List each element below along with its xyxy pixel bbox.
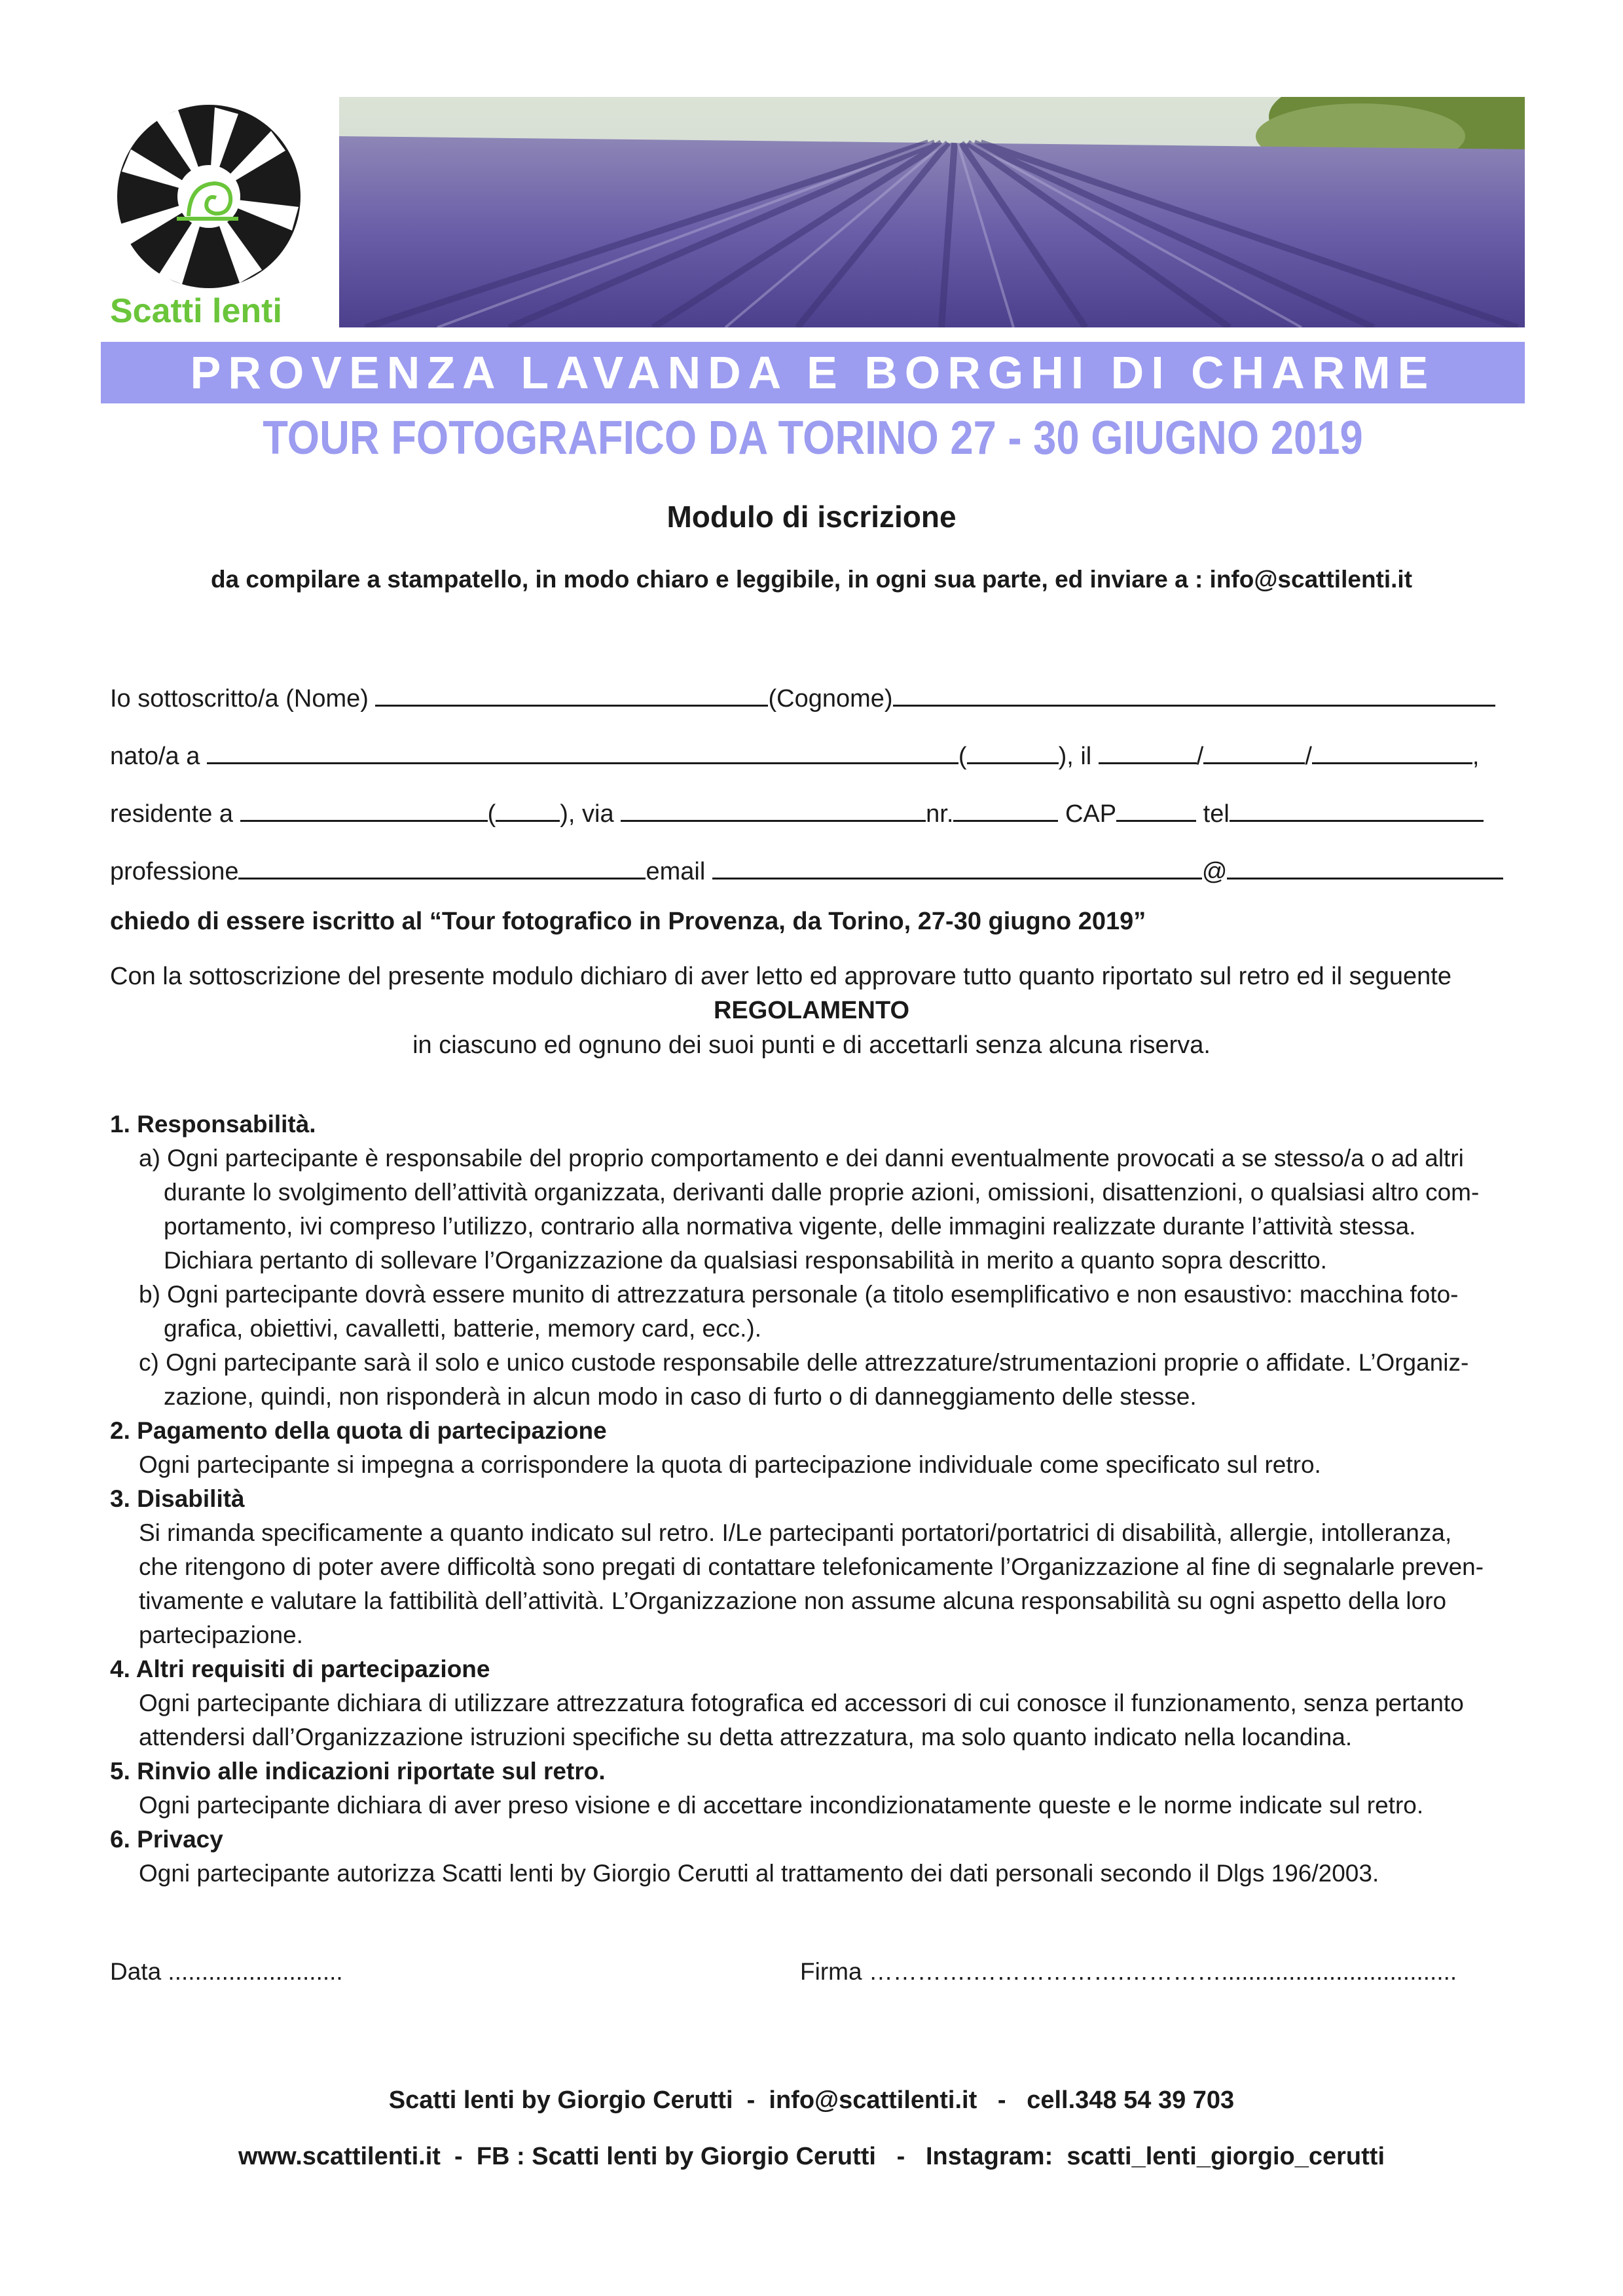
- rule-5-title: 5. Rinvio alle indicazioni riportate sul retro.: [110, 1758, 606, 1785]
- phone-field[interactable]: [1230, 796, 1484, 822]
- signature-field[interactable]: Firma ………….……………….…………...................................: [800, 1958, 1457, 1985]
- comma: ,: [1472, 743, 1480, 770]
- rule-5-line: Ogni partecipante dichiara di aver preso visione e di accettare incondizionatamente queste e le norme indicate sul retro.: [139, 1792, 1424, 1819]
- form-instructions: da compilare a stampatello, in modo chiaro e leggibile, in ogni sua parte, ed inviare a : info@scattilenti.it: [210, 566, 1413, 593]
- rule-3-line: partecipazione.: [139, 1621, 303, 1648]
- date-field[interactable]: Data ..........................: [110, 1958, 343, 1985]
- rule-1-title: 1. Responsabilità.: [110, 1111, 316, 1138]
- rule-3-line: tivamente e valutare la fattibilità dell’attività. L’Organizzazione non assume alcuna responsabilità su ogni aspetto della loro: [139, 1587, 1447, 1614]
- cap-label: CAP: [1058, 800, 1117, 828]
- rule-3-line: che ritengono di poter avere difficoltà sono pregati di contattare telefonicamente l’Organizzazione al fine di segnalarle preven-: [139, 1553, 1484, 1580]
- rule-6-line: Ogni partecipante autorizza Scatti lenti by Giorgio Cerutti al trattamento dei dati personali secondo il Dlgs 196/2003.: [139, 1860, 1379, 1887]
- footer-contacts: Scatti lenti by Giorgio Cerutti - info@scattilenti.it - cell.348 54 39 703: [388, 2086, 1235, 2114]
- tel-label: tel: [1196, 800, 1230, 828]
- form-title: Modulo di iscrizione: [666, 500, 957, 534]
- email-domain-field[interactable]: [1227, 854, 1503, 880]
- rule-2-title: 2. Pagamento della quota di partecipazione: [110, 1417, 607, 1444]
- rule-1a-line: Dichiara pertanto di sollevare l’Organizzazione da qualsiasi responsabilità in merito a quanto sopra descritto.: [164, 1247, 1327, 1274]
- rule-4-line: Ogni partecipante dichiara di utilizzare attrezzatura fotografica ed accessori di cui conosce il funzionamento, senza pertanto: [139, 1690, 1464, 1716]
- rule-4-title: 4. Altri requisiti di partecipazione: [110, 1656, 490, 1682]
- footer-social: www.scattilenti.it - FB : Scatti lenti by Giorgio Cerutti - Instagram: scatti_lenti_giorgio_cerutti: [238, 2143, 1385, 2170]
- rule-1b-line: b) Ogni partecipante dovrà essere munito di attrezzatura personale (a titolo esemplificativo e non esaustivo: macchina foto-: [139, 1281, 1459, 1308]
- rule-2-line: Ogni partecipante si impegna a corrispondere la quota di partecipazione individuale come specificato sul retro.: [139, 1451, 1321, 1478]
- name-label: Io sottoscritto/a (Nome): [110, 685, 376, 713]
- residence-province-field[interactable]: [496, 796, 560, 822]
- rule-1a-line: durante lo svolgimento dell’attività organizzata, derivanti dalle proprie azioni, omissioni, disattenzioni, o qualsiasi altro com-: [164, 1179, 1480, 1206]
- street-field[interactable]: [621, 796, 926, 822]
- cognome-field[interactable]: [893, 681, 1495, 707]
- cognome-label: (Cognome): [768, 685, 893, 713]
- lavender-field-photo: [339, 97, 1525, 327]
- residence-label: residente a: [110, 800, 240, 828]
- residence-line: [110, 796, 1484, 830]
- birth-day-field[interactable]: [1099, 739, 1197, 764]
- profession-field[interactable]: [238, 854, 646, 880]
- cap-field[interactable]: [1116, 796, 1196, 822]
- nr-label: nr.: [926, 800, 954, 828]
- rule-4-line: attendersi dall’Organizzazione istruzioni specifiche su detta attrezzatura, ma solo quanto indicato nella locandina.: [139, 1724, 1353, 1750]
- brand-name: Scatti lenti: [110, 292, 282, 330]
- regulation-acceptance: in ciascuno ed ognuno dei suoi punti e di accettarli senza alcuna riserva.: [412, 1031, 1211, 1059]
- rule-3-title: 3. Disabilità: [110, 1485, 245, 1512]
- birth-province-field[interactable]: [967, 739, 1059, 764]
- paren-open: (: [958, 743, 967, 770]
- rule-1c-line: zazione, quindi, non risponderà in alcun modo in caso di furto o di danneggiamento delle stesse.: [164, 1383, 1197, 1410]
- birthplace-label: nato/a a: [110, 743, 207, 770]
- rule-1b-line: grafica, obiettivi, cavalletti, batterie, memory card, ecc.).: [164, 1315, 762, 1342]
- rule-3-line: Si rimanda specificamente a quanto indicato sul retro. I/Le partecipanti portatori/portatrici di disabilità, allergie, intolleranza,: [139, 1519, 1452, 1546]
- scatti-lenti-logo: [117, 100, 301, 304]
- nome-field[interactable]: [375, 681, 768, 707]
- residence-city-field[interactable]: [240, 796, 488, 822]
- rule-1a-line: a) Ogni partecipante è responsabile del proprio comportamento e dei danni eventualmente provocati a se stesso/a o ad altri: [139, 1145, 1464, 1172]
- via-label: ), via: [560, 800, 621, 828]
- birth-month-field[interactable]: [1203, 739, 1305, 764]
- rule-1a-line: portamento, ivi compreso l’utilizzo, contrario alla normativa vigente, delle immagini realizzate durante l’attività stessa.: [164, 1213, 1416, 1240]
- event-subtitle: TOUR FOTOGRAFICO DA TORINO 27 - 30 GIUGNO 2019: [263, 412, 1363, 464]
- birth-line: [110, 739, 1479, 772]
- event-title: PROVENZA LAVANDA E BORGHI DI CHARME: [190, 347, 1436, 398]
- declaration-intro: Con la sottoscrizione del presente modulo dichiaro di aver letto ed approvare tutto quanto riportato sul retro ed il seguente: [110, 963, 1451, 990]
- birthdate-label: ), il: [1058, 743, 1099, 770]
- birth-year-field[interactable]: [1312, 739, 1472, 764]
- rule-6-title: 6. Privacy: [110, 1826, 223, 1853]
- rule-1c-line: c) Ogni partecipante sarà il solo e unico custode responsabile delle attrezzature/strumentazioni proprie o affidate. L’Organiz-: [139, 1349, 1469, 1376]
- email-user-field[interactable]: [712, 854, 1202, 880]
- registration-request: chiedo di essere iscritto al “Tour fotografico in Provenza, da Torino, 27-30 giugno 2019”: [110, 908, 1146, 935]
- email-label: email: [646, 858, 712, 885]
- slash-2: /: [1305, 743, 1312, 770]
- regulation-title: REGOLAMENTO: [713, 997, 910, 1024]
- name-line: [110, 681, 1495, 714]
- at-sign: @: [1201, 858, 1228, 885]
- profession-label: professione: [110, 858, 239, 885]
- street-number-field[interactable]: [953, 796, 1058, 822]
- paren-open-2: (: [487, 800, 496, 828]
- birthplace-field[interactable]: [207, 739, 958, 764]
- profession-line: [110, 854, 1503, 887]
- slash-1: /: [1196, 743, 1204, 770]
